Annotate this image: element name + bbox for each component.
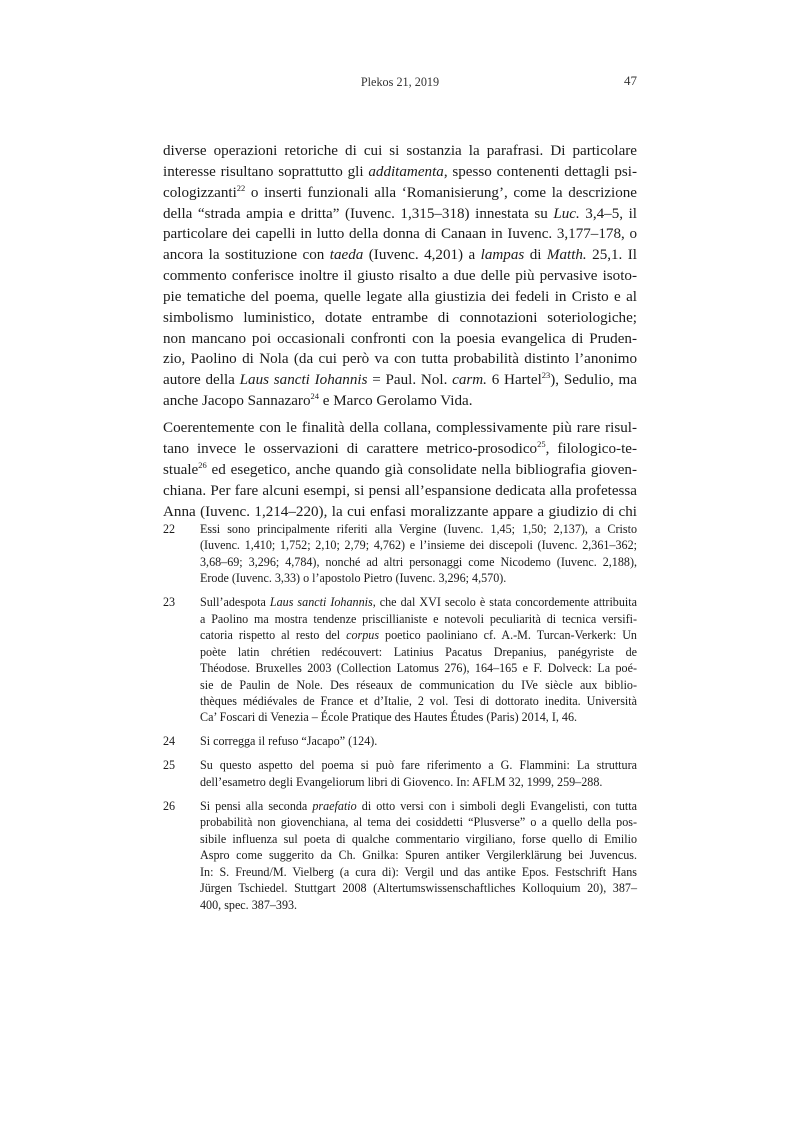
text-line: cologizzanti$^{22}$ o inserti funzionali alla ‘Romanisierung’, come la descrizione xyxy=(163,182,637,201)
footnote-line: poète latin chrétien redécouvert: Latinius Pacatus Drepanius, panégyriste de xyxy=(200,644,637,659)
footnote-line: probabilità non giovenchiana, al tema dei cosiddetti “Plusverse” o a quello della pos- xyxy=(200,815,637,830)
footnote-line: Aspro come suggerito da Ch. Gnilka: Spuren antiker Vergilerklärung bei Juvencus. xyxy=(200,848,637,863)
footnote-line: Erode (Iuvenc. 3,33) o l’apostolo Pietro (Iuvenc. 3,296; 4,570). xyxy=(200,571,507,586)
page-number: 47 xyxy=(624,73,637,88)
italic-term: Luc. xyxy=(553,205,580,222)
text-line: zio, Paolino di Nola (da cui però va con tutta probabilità distinto l’anonimo xyxy=(163,351,637,368)
text-line: tano invece le osservazioni di carattere metrico-prosodico$^{25}$, filologico-te- xyxy=(163,439,637,458)
italic-term: lampas xyxy=(480,247,525,264)
text-line: Anna (Iuvenc. 1,214–220), la cui enfasi moralizzante appare a giudizio di chi xyxy=(163,503,637,520)
running-header xyxy=(163,75,637,91)
footnote-25 xyxy=(163,757,637,790)
footnote-24 xyxy=(163,733,637,749)
italic-term: Laus sancti Iohannis xyxy=(239,372,368,389)
footnote-number: 22 xyxy=(163,522,176,536)
footnote-line: Su questo aspetto del poema si può fare riferimento a G. Flammini: La struttura xyxy=(200,758,637,773)
footnote-reference[interactable]: 23 xyxy=(541,370,551,381)
journal-citation: Plekos 21, 2019 xyxy=(360,75,440,89)
footnote-line: 400, spec. 387–393. xyxy=(200,897,298,912)
text-line: della “strada ampia e dritta” (Iuvenc. 1,315–318) innestata su Luc. 3,4–5, il xyxy=(163,205,637,222)
footnote-line: Théodose. Bruxelles 2003 (Collection Latomus 276), 164–165 e F. Dolveck: La poé- xyxy=(200,661,637,676)
text-line: interesse risultano soprattutto gli additamenta, spesso contenenti dettagli psi- xyxy=(163,163,637,180)
footnote-line: dell’esametro degli Evangeliorum libri di Giovenco. In: AFLM 32, 1999, 259–288. xyxy=(200,774,603,789)
italic-term: Laus sancti Iohannis xyxy=(269,595,373,610)
footnote-reference[interactable]: 24 xyxy=(310,391,320,402)
paragraph xyxy=(163,418,637,522)
footnote-number: 24 xyxy=(163,734,176,749)
footnote-line: a Paolino ma mostra tendenze priscillianiste e notevoli peculiarità di tecnica versifi- xyxy=(200,611,637,626)
italic-term: praefatio xyxy=(312,798,357,813)
footnote-line: Essi sono principalmente riferiti alla Vergine (Iuvenc. 1,45; 1,50; 2,137), a Cristo xyxy=(200,522,637,536)
italic-term: corpus xyxy=(346,628,380,643)
text-line: chiana. Per fare alcuni esempi, si pensi all’espansione dedicata alla profetessa xyxy=(163,483,637,499)
italic-term: carm. xyxy=(452,372,487,389)
text-line: commento conferisce inoltre il giusto risalto a due delle più pervasive isoto- xyxy=(163,268,637,285)
footnote-line: Si pensi alla seconda praefatio di otto versi con i simboli degli Evangelisti, con tutta xyxy=(200,798,637,813)
text-line: pie tematiche del poema, quelle legate alla giustizia dei fedeli in Cristo e al xyxy=(163,288,637,305)
text-line: diverse operazioni retoriche di cui si sostanzia la parafrasi. Di particolare xyxy=(163,143,637,159)
text-line: autore della Laus sancti Iohannis = Paul. Nol. carm. 6 Hartel$^{23}$), Sedulio, ma xyxy=(163,370,637,389)
footnote-reference[interactable]: 25 xyxy=(537,439,546,450)
italic-term: taeda xyxy=(329,247,364,264)
footnote-line: Si corregga il refuso “Jacapo” (124). xyxy=(200,734,378,749)
footnote-number: 23 xyxy=(163,595,176,610)
text-line: non mancano poi occasionali confronti con la poesia evangelica di Pruden- xyxy=(163,330,637,347)
footnote-reference[interactable]: 26 xyxy=(198,460,207,471)
footnote-number: 26 xyxy=(163,798,176,813)
footnote-line: sie de Paulin de Nole. Des réseaux de communication du IVe siècle aux biblio- xyxy=(200,677,637,692)
italic-term: additamenta xyxy=(368,163,444,180)
footnote-line: Sull’adespota Laus sancti Iohannis, che dal XVI secolo è stata concordemente attribuita xyxy=(200,595,637,610)
footnote-line: thèques médiévales de France et d’Italie, 2 vol. Tesi di dottorato inedita. Università xyxy=(200,694,637,709)
footnotes-section xyxy=(163,521,637,920)
footnote-number: 25 xyxy=(163,758,176,773)
footnote-line: catoria rispetto al resto del corpus poetico paoliniano cf. A.-M. Turcan-Verkerk: Un xyxy=(200,628,637,643)
footnote-reference[interactable]: 22 xyxy=(236,182,246,193)
footnote-26 xyxy=(163,798,637,913)
text-line: particolare dei capelli in lutto della donna di Canaan in Iuvenc. 3,177–178, o xyxy=(163,226,637,243)
text-line: Coerentemente con le finalità della collana, complessivamente più rare risul- xyxy=(163,420,637,437)
footnote-line: Ca’ Foscari di Venezia – École Pratique des Hautes Études (Paris) 2014, I, 46. xyxy=(200,710,578,725)
footnote-line: Jürgen Tschiedel. Stuttgart 2008 (Altertumswissenschaftliches Kolloquium 20), 387– xyxy=(200,881,637,896)
paragraph xyxy=(163,141,637,412)
text-line: ancora la sostituzione con taeda (Iuvenc. 4,201) a lampas di Matth. 25,1. Il xyxy=(163,247,637,264)
text-line: anche Jacopo Sannazaro$^{24}$ e Marco Gerolamo Vida. xyxy=(163,391,473,410)
footnote-line: In: S. Freund/M. Vielberg (a cura di): Vergil und das antike Epos. Festschrift Hans xyxy=(200,864,637,879)
text-line: simbolismo luministico, dotate entrambe di connotazioni soteriologiche; xyxy=(163,309,637,326)
footnote-line: sibile influenza sul poeta di qualche commentario virgiliano, forse quello di Emilio xyxy=(200,831,637,846)
main-text xyxy=(163,141,637,523)
italic-term: Matth. xyxy=(546,247,587,264)
footnote-22 xyxy=(163,521,637,587)
footnote-23 xyxy=(163,594,637,726)
footnote-line: (Iuvenc. 1,410; 1,752; 2,10; 2,79; 4,762) e l’insieme dei discepoli (Iuvenc. 2,361–362; xyxy=(200,538,637,553)
footnote-line: 3,68–69; 3,296; 4,784), nonché ad altri personaggi come Nicodemo (Iuvenc. 2,188), xyxy=(200,554,637,569)
text-line: stuale$^{26}$ ed esegetico, anche quando già consolidate nella bibliografia gioven- xyxy=(163,460,637,479)
